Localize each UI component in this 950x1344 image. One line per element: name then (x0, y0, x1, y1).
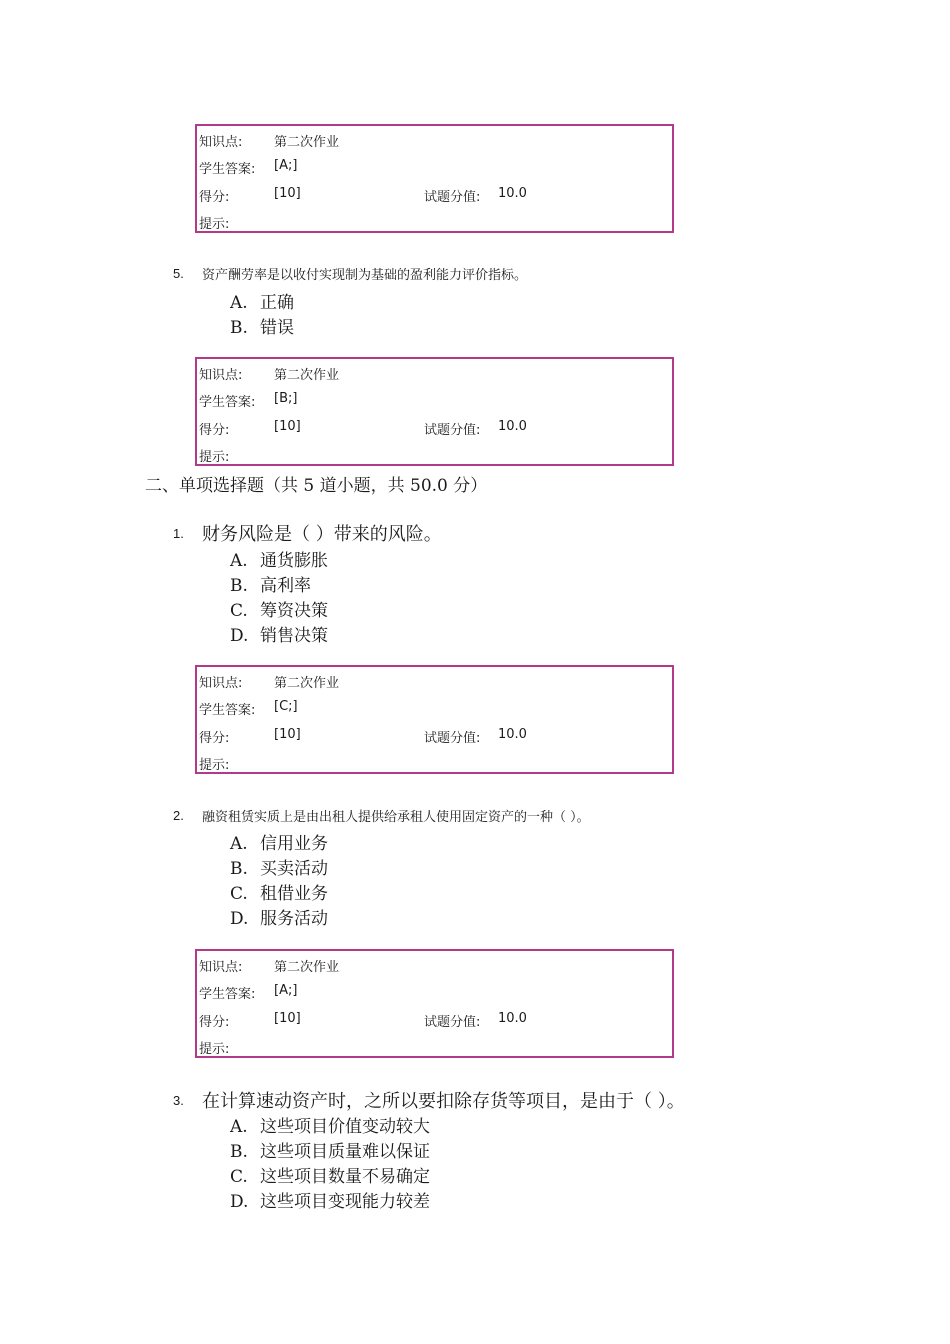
knowledge-label: 知识点: (199, 368, 243, 383)
knowledge-value: 第二次作业 (274, 368, 340, 383)
option-text: 通货膨胀 (260, 551, 328, 571)
score-value: [10] (274, 186, 301, 201)
option-letter: B. (230, 318, 248, 338)
option-text: 错误 (260, 318, 294, 338)
option-letter: A. (230, 293, 248, 313)
question-number: 1. (173, 526, 184, 541)
option-a[interactable] (230, 829, 328, 854)
score-label: 得分: (199, 190, 230, 205)
option-letter: A. (230, 551, 248, 571)
option-text: 筹资决策 (260, 601, 328, 621)
question-text: 资产酬劳率是以收付实现制为基础的盈利能力评价指标。 (202, 268, 528, 283)
option-text: 信用业务 (260, 834, 328, 854)
answer-value: [A;] (274, 983, 298, 998)
option-letter: B. (230, 859, 248, 879)
option-letter: C. (230, 1167, 248, 1187)
option-letter: B. (230, 1142, 248, 1162)
option-b[interactable] (230, 313, 294, 338)
answer-value: [B;] (274, 391, 298, 406)
option-c[interactable] (230, 879, 328, 904)
max-score-label: 试题分值: (424, 423, 481, 438)
score-label: 得分: (199, 731, 230, 746)
answer-label: 学生答案: (199, 395, 256, 410)
score-label: 得分: (199, 423, 230, 438)
max-score-value: 10.0 (498, 727, 527, 742)
option-c[interactable] (230, 1162, 430, 1187)
answer-value: [C;] (274, 699, 298, 714)
option-letter: D. (230, 626, 249, 646)
question-text: 在计算速动资产时，之所以要扣除存货等项目，是由于（ ）。 (202, 1091, 685, 1112)
section-heading: 二、单项选择题（共 5 道小题，共 50.0 分） (145, 476, 488, 496)
max-score-label: 试题分值: (424, 190, 481, 205)
option-letter: A. (230, 1117, 248, 1137)
question-number: 5. (173, 266, 184, 281)
max-score-value: 10.0 (498, 186, 527, 201)
answer-label: 学生答案: (199, 162, 256, 177)
knowledge-label: 知识点: (199, 676, 243, 691)
option-text: 这些项目价值变动较大 (260, 1117, 430, 1137)
option-text: 服务活动 (260, 909, 328, 929)
option-d[interactable] (230, 904, 328, 929)
option-d[interactable] (230, 621, 328, 646)
option-letter: C. (230, 884, 248, 904)
option-letter: B. (230, 576, 248, 596)
option-a[interactable] (230, 1112, 430, 1137)
option-a[interactable] (230, 546, 328, 571)
option-text: 这些项目数量不易确定 (260, 1167, 430, 1187)
answer-value: [A;] (274, 158, 298, 173)
option-letter: C. (230, 601, 248, 621)
option-d[interactable] (230, 1187, 430, 1212)
option-letter: D. (230, 1192, 249, 1212)
option-b[interactable] (230, 854, 328, 879)
result-box (195, 665, 674, 774)
question-text: 财务风险是（ ）带来的风险。 (202, 524, 442, 545)
question-text: 融资租赁实质上是由出租人提供给承租人使用固定资产的一种（ ）。 (202, 810, 590, 825)
option-b[interactable] (230, 1137, 430, 1162)
max-score-label: 试题分值: (424, 1015, 481, 1030)
question-number: 2. (173, 808, 184, 823)
option-text: 租借业务 (260, 884, 328, 904)
option-b[interactable] (230, 571, 311, 596)
hint-label: 提示: (199, 1042, 230, 1057)
result-box (195, 357, 674, 466)
option-letter: A. (230, 834, 248, 854)
hint-label: 提示: (199, 450, 230, 465)
option-text: 这些项目质量难以保证 (260, 1142, 430, 1162)
option-a[interactable] (230, 288, 294, 313)
option-text: 正确 (260, 293, 294, 313)
result-box (195, 124, 674, 233)
hint-label: 提示: (199, 217, 230, 232)
answer-label: 学生答案: (199, 703, 256, 718)
answer-label: 学生答案: (199, 987, 256, 1002)
score-label: 得分: (199, 1015, 230, 1030)
knowledge-value: 第二次作业 (274, 960, 340, 975)
score-value: [10] (274, 1011, 301, 1026)
option-text: 买卖活动 (260, 859, 328, 879)
knowledge-value: 第二次作业 (274, 135, 340, 150)
option-text: 这些项目变现能力较差 (260, 1192, 430, 1212)
score-value: [10] (274, 727, 301, 742)
knowledge-label: 知识点: (199, 135, 243, 150)
knowledge-label: 知识点: (199, 960, 243, 975)
max-score-value: 10.0 (498, 419, 527, 434)
option-c[interactable] (230, 596, 328, 621)
knowledge-value: 第二次作业 (274, 676, 340, 691)
question-number: 3. (173, 1093, 184, 1108)
hint-label: 提示: (199, 758, 230, 773)
option-text: 销售决策 (260, 626, 328, 646)
option-text: 高利率 (260, 576, 311, 596)
max-score-value: 10.0 (498, 1011, 527, 1026)
result-box (195, 949, 674, 1058)
score-value: [10] (274, 419, 301, 434)
option-letter: D. (230, 909, 249, 929)
max-score-label: 试题分值: (424, 731, 481, 746)
